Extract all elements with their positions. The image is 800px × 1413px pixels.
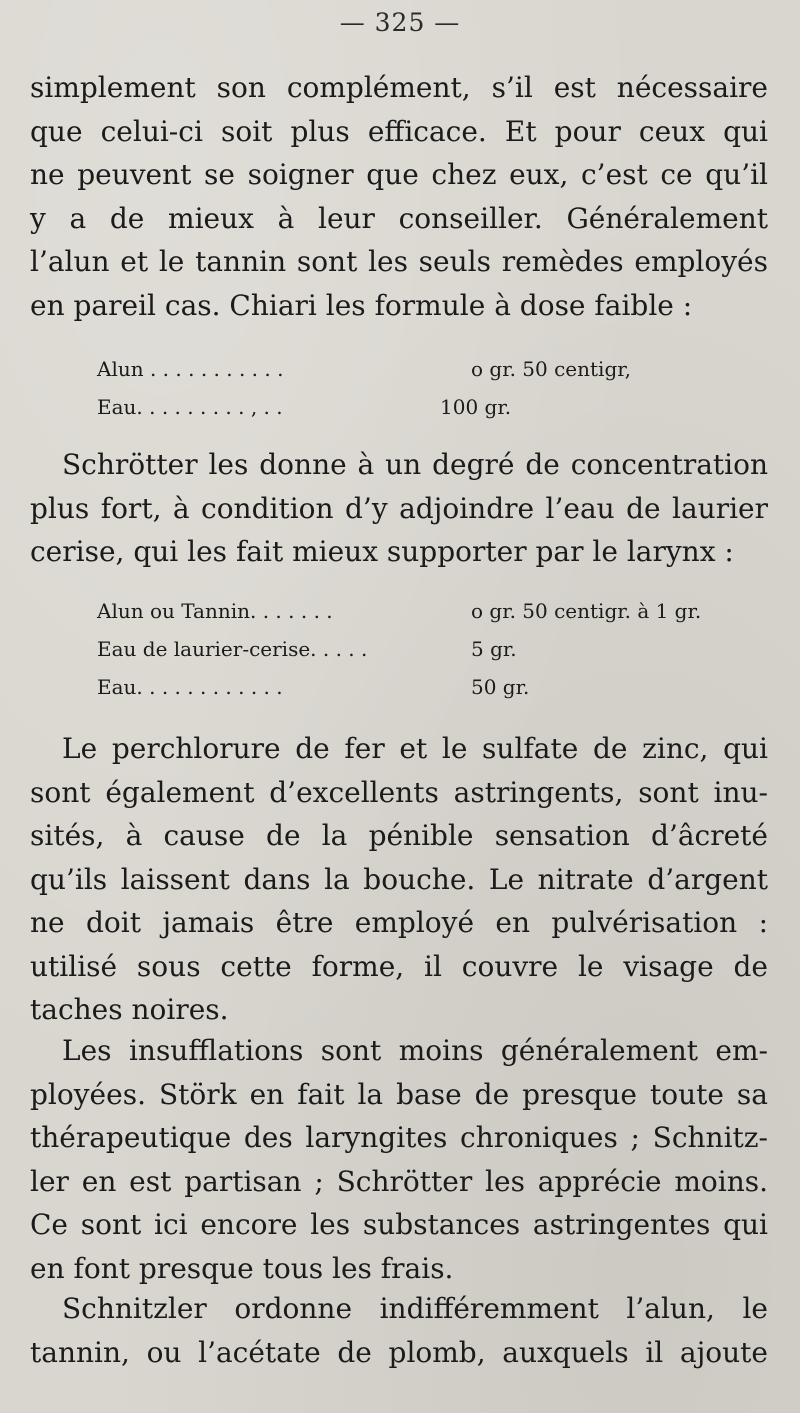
- formula-row: [97, 592, 777, 630]
- paragraph-4: [30, 1029, 768, 1290]
- text-line: ne peuvent se soigner que chez eux, c’est ce qu’il: [30, 158, 768, 191]
- text-line: Schrötter les donne à un degré de concentration: [62, 448, 768, 481]
- text-line: simplement son complément, s’il est nécessaire: [30, 71, 768, 104]
- text-line: en font presque tous les frais.: [30, 1251, 454, 1285]
- ingredient-amount: o gr. 50 centigr,: [471, 357, 631, 381]
- formula-row: [97, 388, 777, 426]
- formula-1: [97, 350, 777, 426]
- ingredient-amount: 100 gr.: [440, 395, 512, 419]
- formula-row: [97, 350, 777, 388]
- text-line: ployées. Störk en fait la base de presque toute sa: [30, 1077, 768, 1111]
- text-line: taches noires.: [30, 993, 229, 1026]
- ingredient-label: Alun . . . . . . . . . . .: [97, 357, 284, 381]
- text-line: cerise, qui les fait mieux supporter par le larynx :: [30, 535, 734, 568]
- text-line: utilisé sous cette forme, il couvre le visage de: [30, 949, 768, 983]
- paragraph-3: [30, 727, 768, 1032]
- text-line: sont également d’excellents astringents, sont inu-: [30, 775, 768, 809]
- ingredient-label: Eau de laurier-cerise. . . . .: [97, 637, 368, 661]
- ingredient-label: Alun ou Tannin. . . . . . .: [97, 599, 333, 623]
- paragraph-2: [30, 443, 768, 574]
- ingredient-amount: 5 gr.: [471, 637, 517, 661]
- formula-2: [97, 592, 777, 706]
- paragraph-1: [30, 66, 768, 327]
- text-line: que celui-ci soit plus efficace. Et pour ceux qui: [30, 114, 768, 148]
- formula-row: [97, 668, 777, 706]
- ingredient-label: Eau. . . . . . . . . . . .: [97, 675, 283, 699]
- text-line: l’alun et le tannin sont les seuls remèdes employés: [30, 245, 768, 278]
- ingredient-amount: o gr. 50 centigr. à 1 gr.: [471, 599, 702, 623]
- text-line: y a de mieux à leur conseiller. Généralement: [30, 201, 768, 235]
- text-line: ne doit jamais être employé en pulvérisation :: [30, 906, 768, 939]
- text-line: sités, à cause de la pénible sensation d’âcreté: [30, 819, 768, 852]
- page-number: — 325 —: [339, 8, 461, 37]
- text-line: en pareil cas. Chiari les formule à dose faible :: [30, 288, 693, 322]
- text-line: Schnitzler ordonne indifféremment l’alun, le: [62, 1292, 768, 1325]
- paragraph-5: [30, 1287, 768, 1374]
- text-line: Le perchlorure de fer et le sulfate de zinc, qui: [62, 732, 768, 765]
- text-line: qu’ils laissent dans la bouche. Le nitrate d’argent: [30, 862, 768, 896]
- ingredient-amount: 50 gr.: [471, 675, 530, 699]
- ingredient-label: Eau. . . . . . . . . , . .: [97, 395, 283, 419]
- formula-row: [97, 630, 777, 668]
- text-line: Les insufflations sont moins généralement em-: [62, 1034, 768, 1067]
- text-line: tannin, ou l’acétate de plomb, auxquels il ajoute: [30, 1335, 768, 1369]
- text-line: thérapeutique des laryngites chroniques ; Schnitz-: [30, 1121, 768, 1154]
- text-line: ler en est partisan ; Schrötter les apprécie moins.: [30, 1164, 768, 1198]
- text-line: plus fort, à condition d’y adjoindre l’eau de laurier: [30, 491, 768, 525]
- text-line: Ce sont ici encore les substances astringentes qui: [30, 1208, 768, 1241]
